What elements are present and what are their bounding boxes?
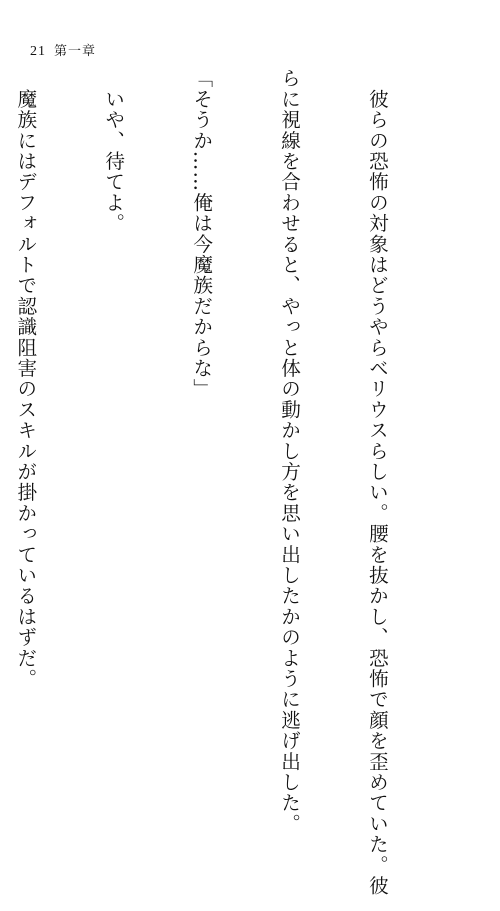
- chapter-title: 第一章: [54, 44, 97, 59]
- text-line: いや、待てよ。: [101, 68, 125, 234]
- dialogue-line: 「そうか……俺は今魔族だからな」: [189, 68, 213, 400]
- text-line: 彼らの恐怖の対象はどうやらベリウスらしい。腰を抜かし、恐怖で顔を歪めていた。彼: [365, 68, 389, 896]
- text-line: 魔族にはデフォルトで認識阻害のスキルが掛かっているはずだ。: [13, 68, 37, 689]
- page-header: [30, 40, 96, 60]
- text-line: らに視線を合わせると、やっと体の動かし方を思い出したかのように逃げ出した。: [277, 68, 301, 834]
- page-number: 21: [30, 44, 46, 59]
- vertical-body-text: [0, 68, 450, 896]
